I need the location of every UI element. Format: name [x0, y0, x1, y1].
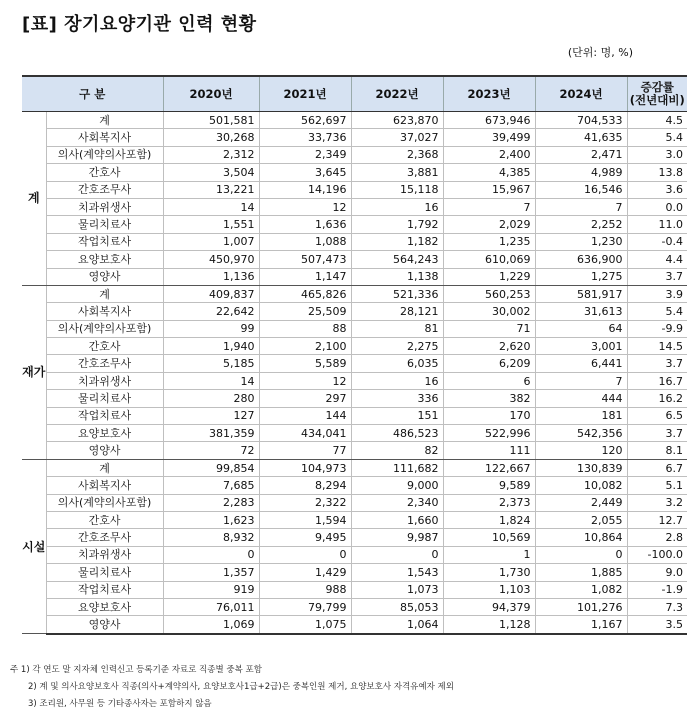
value-cell: 72: [163, 442, 259, 459]
value-cell: 12.7: [627, 511, 687, 528]
value-cell: 1,551: [163, 216, 259, 233]
value-cell: 99: [163, 320, 259, 337]
value-cell: 127: [163, 407, 259, 424]
value-cell: 1,075: [259, 616, 351, 634]
value-cell: 6: [443, 372, 535, 389]
value-cell: 111,682: [351, 459, 443, 476]
value-cell: 88: [259, 320, 351, 337]
table-row: [22, 425, 687, 442]
value-cell: 7: [443, 198, 535, 215]
value-cell: 3,881: [351, 164, 443, 181]
value-cell: 5.4: [627, 303, 687, 320]
value-cell: 2,312: [163, 146, 259, 163]
page-title: [표] 장기요양기관 인력 현황: [22, 14, 257, 35]
value-cell: 3.0: [627, 146, 687, 163]
header-change-rate: [627, 76, 687, 112]
table-row: [22, 164, 687, 181]
value-cell: 4,385: [443, 164, 535, 181]
value-cell: 3.7: [627, 425, 687, 442]
category-cell: 간호조무사: [46, 181, 163, 198]
value-cell: 7.3: [627, 598, 687, 615]
value-cell: 2,029: [443, 216, 535, 233]
category-cell: 간호사: [46, 164, 163, 181]
value-cell: 9,987: [351, 529, 443, 546]
value-cell: 542,356: [535, 425, 627, 442]
value-cell: 16: [351, 372, 443, 389]
value-cell: 8,932: [163, 529, 259, 546]
value-cell: 6.7: [627, 459, 687, 476]
header-row: [22, 76, 687, 112]
value-cell: 1,357: [163, 564, 259, 581]
table-row: [22, 407, 687, 424]
category-cell: 물리치료사: [46, 216, 163, 233]
value-cell: 14: [163, 372, 259, 389]
value-cell: 564,243: [351, 251, 443, 268]
table-row: [22, 390, 687, 407]
value-cell: 1: [443, 546, 535, 563]
value-cell: 120: [535, 442, 627, 459]
value-cell: 501,581: [163, 112, 259, 129]
category-cell: 영양사: [46, 616, 163, 634]
value-cell: 988: [259, 581, 351, 598]
value-cell: 9,000: [351, 477, 443, 494]
header-2022: 2022년: [351, 76, 443, 112]
value-cell: 1,940: [163, 338, 259, 355]
category-cell: 물리치료사: [46, 564, 163, 581]
value-cell: 16.7: [627, 372, 687, 389]
value-cell: 15,118: [351, 181, 443, 198]
table-row: [22, 303, 687, 320]
value-cell: 8,294: [259, 477, 351, 494]
value-cell: 9.0: [627, 564, 687, 581]
value-cell: 444: [535, 390, 627, 407]
group-label: 재가: [22, 285, 46, 459]
value-cell: 1,824: [443, 511, 535, 528]
value-cell: 1,136: [163, 268, 259, 285]
category-cell: 사회복지사: [46, 477, 163, 494]
value-cell: 77: [259, 442, 351, 459]
value-cell: 10,082: [535, 477, 627, 494]
value-cell: 1,429: [259, 564, 351, 581]
value-cell: 2,400: [443, 146, 535, 163]
table-row: [22, 546, 687, 563]
value-cell: 1,182: [351, 233, 443, 250]
value-cell: 82: [351, 442, 443, 459]
table-row: [22, 338, 687, 355]
value-cell: 1,636: [259, 216, 351, 233]
value-cell: 2,449: [535, 494, 627, 511]
value-cell: 6.5: [627, 407, 687, 424]
value-cell: 3.9: [627, 285, 687, 302]
value-cell: 4.5: [627, 112, 687, 129]
category-cell: 치과위생사: [46, 198, 163, 215]
category-cell: 요양보호사: [46, 251, 163, 268]
category-cell: 계: [46, 459, 163, 476]
value-cell: 13.8: [627, 164, 687, 181]
value-cell: 3,504: [163, 164, 259, 181]
value-cell: 6,035: [351, 355, 443, 372]
category-cell: 요양보호사: [46, 598, 163, 615]
value-cell: 1,660: [351, 511, 443, 528]
value-cell: 450,970: [163, 251, 259, 268]
value-cell: 130,839: [535, 459, 627, 476]
value-cell: 14,196: [259, 181, 351, 198]
value-cell: 409,837: [163, 285, 259, 302]
value-cell: 7,685: [163, 477, 259, 494]
table-row: [22, 598, 687, 615]
value-cell: 486,523: [351, 425, 443, 442]
value-cell: 0: [259, 546, 351, 563]
table-total-row: [22, 112, 687, 129]
value-cell: 10,864: [535, 529, 627, 546]
value-cell: 4.4: [627, 251, 687, 268]
category-cell: 사회복지사: [46, 303, 163, 320]
value-cell: 2,100: [259, 338, 351, 355]
value-cell: 144: [259, 407, 351, 424]
value-cell: 2,471: [535, 146, 627, 163]
table-row: [22, 529, 687, 546]
value-cell: 1,885: [535, 564, 627, 581]
table-row: [22, 233, 687, 250]
group-label: 계: [22, 112, 46, 286]
table-row: [22, 477, 687, 494]
value-cell: 1,138: [351, 268, 443, 285]
value-cell: 381,359: [163, 425, 259, 442]
category-cell: 간호조무사: [46, 529, 163, 546]
value-cell: 101,276: [535, 598, 627, 615]
value-cell: 99,854: [163, 459, 259, 476]
value-cell: 2,275: [351, 338, 443, 355]
table-row: [22, 442, 687, 459]
value-cell: 2,252: [535, 216, 627, 233]
value-cell: 151: [351, 407, 443, 424]
value-cell: 104,973: [259, 459, 351, 476]
value-cell: 64: [535, 320, 627, 337]
value-cell: 14.5: [627, 338, 687, 355]
value-cell: 37,027: [351, 129, 443, 146]
category-cell: 의사(계약의사포함): [46, 146, 163, 163]
value-cell: 16.2: [627, 390, 687, 407]
category-cell: 의사(계약의사포함): [46, 320, 163, 337]
value-cell: 2,283: [163, 494, 259, 511]
value-cell: 1,792: [351, 216, 443, 233]
value-cell: 41,635: [535, 129, 627, 146]
value-cell: 562,697: [259, 112, 351, 129]
category-cell: 치과위생사: [46, 546, 163, 563]
value-cell: 1,543: [351, 564, 443, 581]
value-cell: 11.0: [627, 216, 687, 233]
value-cell: 1,229: [443, 268, 535, 285]
value-cell: 0: [535, 546, 627, 563]
category-cell: 간호사: [46, 338, 163, 355]
table-row: [22, 581, 687, 598]
value-cell: 1,230: [535, 233, 627, 250]
value-cell: 25,509: [259, 303, 351, 320]
value-cell: 581,917: [535, 285, 627, 302]
value-cell: 85,053: [351, 598, 443, 615]
value-cell: 3.2: [627, 494, 687, 511]
value-cell: 30,002: [443, 303, 535, 320]
header-2024: 2024년: [535, 76, 627, 112]
table-row: [22, 268, 687, 285]
value-cell: 2,373: [443, 494, 535, 511]
value-cell: 1,069: [163, 616, 259, 634]
value-cell: 3,645: [259, 164, 351, 181]
value-cell: 297: [259, 390, 351, 407]
table-row: [22, 372, 687, 389]
group-label: 시설: [22, 459, 46, 633]
value-cell: 5.1: [627, 477, 687, 494]
value-cell: 0.0: [627, 198, 687, 215]
value-cell: 31,613: [535, 303, 627, 320]
category-cell: 치과위생사: [46, 372, 163, 389]
value-cell: -0.4: [627, 233, 687, 250]
value-cell: 3.7: [627, 268, 687, 285]
value-cell: 280: [163, 390, 259, 407]
value-cell: 2,322: [259, 494, 351, 511]
table-row: [22, 146, 687, 163]
category-cell: 영양사: [46, 442, 163, 459]
header-category: 구 분: [22, 76, 163, 112]
value-cell: 9,495: [259, 529, 351, 546]
header-2021: 2021년: [259, 76, 351, 112]
staff-table: [22, 75, 687, 635]
category-cell: 요양보호사: [46, 425, 163, 442]
value-cell: 3.7: [627, 355, 687, 372]
value-cell: 1,594: [259, 511, 351, 528]
footnotes: [10, 662, 454, 713]
value-cell: 94,379: [443, 598, 535, 615]
value-cell: 560,253: [443, 285, 535, 302]
table-row: [22, 494, 687, 511]
value-cell: 636,900: [535, 251, 627, 268]
value-cell: 522,996: [443, 425, 535, 442]
value-cell: 1,088: [259, 233, 351, 250]
value-cell: 16,546: [535, 181, 627, 198]
value-cell: 704,533: [535, 112, 627, 129]
value-cell: 15,967: [443, 181, 535, 198]
value-cell: 336: [351, 390, 443, 407]
category-cell: 계: [46, 112, 163, 129]
value-cell: 5,185: [163, 355, 259, 372]
category-cell: 작업치료사: [46, 233, 163, 250]
value-cell: 10,569: [443, 529, 535, 546]
table-row: [22, 616, 687, 634]
value-cell: 5.4: [627, 129, 687, 146]
value-cell: 434,041: [259, 425, 351, 442]
value-cell: 2,368: [351, 146, 443, 163]
category-cell: 작업치료사: [46, 407, 163, 424]
table-row: [22, 251, 687, 268]
category-cell: 물리치료사: [46, 390, 163, 407]
value-cell: 6,441: [535, 355, 627, 372]
value-cell: 3.5: [627, 616, 687, 634]
value-cell: 13,221: [163, 181, 259, 198]
value-cell: 5,589: [259, 355, 351, 372]
value-cell: 465,826: [259, 285, 351, 302]
value-cell: 1,235: [443, 233, 535, 250]
table-total-row: [22, 285, 687, 302]
value-cell: 122,667: [443, 459, 535, 476]
value-cell: 2,340: [351, 494, 443, 511]
category-cell: 의사(계약의사포함): [46, 494, 163, 511]
value-cell: 1,167: [535, 616, 627, 634]
value-cell: 382: [443, 390, 535, 407]
value-cell: 0: [163, 546, 259, 563]
value-cell: 3.6: [627, 181, 687, 198]
value-cell: 170: [443, 407, 535, 424]
value-cell: 79,799: [259, 598, 351, 615]
value-cell: 919: [163, 581, 259, 598]
value-cell: 9,589: [443, 477, 535, 494]
value-cell: 12: [259, 198, 351, 215]
value-cell: 14: [163, 198, 259, 215]
value-cell: 7: [535, 372, 627, 389]
value-cell: 12: [259, 372, 351, 389]
value-cell: 673,946: [443, 112, 535, 129]
table-row: [22, 216, 687, 233]
table-row: [22, 129, 687, 146]
footnote-1: 주 1) 각 연도 말 지자체 인력신고 등록기준 자료로 직종별 중복 포함: [10, 665, 262, 675]
footnote-2: 2) 계 및 의사요양보호사 직종(의사+계약의사, 요양보호사1급+2급)은 중복인원 제거, 요양보호사 자격유예자 제외: [28, 682, 454, 692]
table-row: [22, 564, 687, 581]
footnote-3: 3) 조리원, 사무원 등 기타종사자는 포함하지 않음: [28, 699, 212, 709]
table-row: [22, 511, 687, 528]
table-row: [22, 181, 687, 198]
value-cell: 2,620: [443, 338, 535, 355]
header-2020: 2020년: [163, 76, 259, 112]
value-cell: -100.0: [627, 546, 687, 563]
category-cell: 간호사: [46, 511, 163, 528]
value-cell: 2,349: [259, 146, 351, 163]
value-cell: 30,268: [163, 129, 259, 146]
value-cell: 111: [443, 442, 535, 459]
value-cell: 0: [351, 546, 443, 563]
category-cell: 영양사: [46, 268, 163, 285]
value-cell: 1,623: [163, 511, 259, 528]
value-cell: 81: [351, 320, 443, 337]
value-cell: 7: [535, 198, 627, 215]
value-cell: 610,069: [443, 251, 535, 268]
header-change-rate-label: 증감률 (전년대비): [629, 80, 685, 107]
value-cell: -1.9: [627, 581, 687, 598]
value-cell: 6,209: [443, 355, 535, 372]
value-cell: 1,007: [163, 233, 259, 250]
value-cell: 2.8: [627, 529, 687, 546]
value-cell: 1,730: [443, 564, 535, 581]
table-total-row: [22, 459, 687, 476]
value-cell: 521,336: [351, 285, 443, 302]
value-cell: 4,989: [535, 164, 627, 181]
unit-label: (단위: 명, %): [567, 46, 633, 59]
value-cell: 623,870: [351, 112, 443, 129]
category-cell: 작업치료사: [46, 581, 163, 598]
value-cell: 33,736: [259, 129, 351, 146]
header-2023: 2023년: [443, 76, 535, 112]
value-cell: 3,001: [535, 338, 627, 355]
table-row: [22, 198, 687, 215]
value-cell: 76,011: [163, 598, 259, 615]
value-cell: 1,082: [535, 581, 627, 598]
value-cell: 2,055: [535, 511, 627, 528]
value-cell: 181: [535, 407, 627, 424]
value-cell: 1,147: [259, 268, 351, 285]
value-cell: 16: [351, 198, 443, 215]
value-cell: 28,121: [351, 303, 443, 320]
value-cell: 8.1: [627, 442, 687, 459]
value-cell: 71: [443, 320, 535, 337]
value-cell: 39,499: [443, 129, 535, 146]
value-cell: 1,064: [351, 616, 443, 634]
value-cell: 1,073: [351, 581, 443, 598]
table-row: [22, 320, 687, 337]
value-cell: -9.9: [627, 320, 687, 337]
value-cell: 1,275: [535, 268, 627, 285]
value-cell: 22,642: [163, 303, 259, 320]
value-cell: 1,128: [443, 616, 535, 634]
value-cell: 1,103: [443, 581, 535, 598]
category-cell: 사회복지사: [46, 129, 163, 146]
value-cell: 507,473: [259, 251, 351, 268]
table-row: [22, 355, 687, 372]
category-cell: 계: [46, 285, 163, 302]
category-cell: 간호조무사: [46, 355, 163, 372]
